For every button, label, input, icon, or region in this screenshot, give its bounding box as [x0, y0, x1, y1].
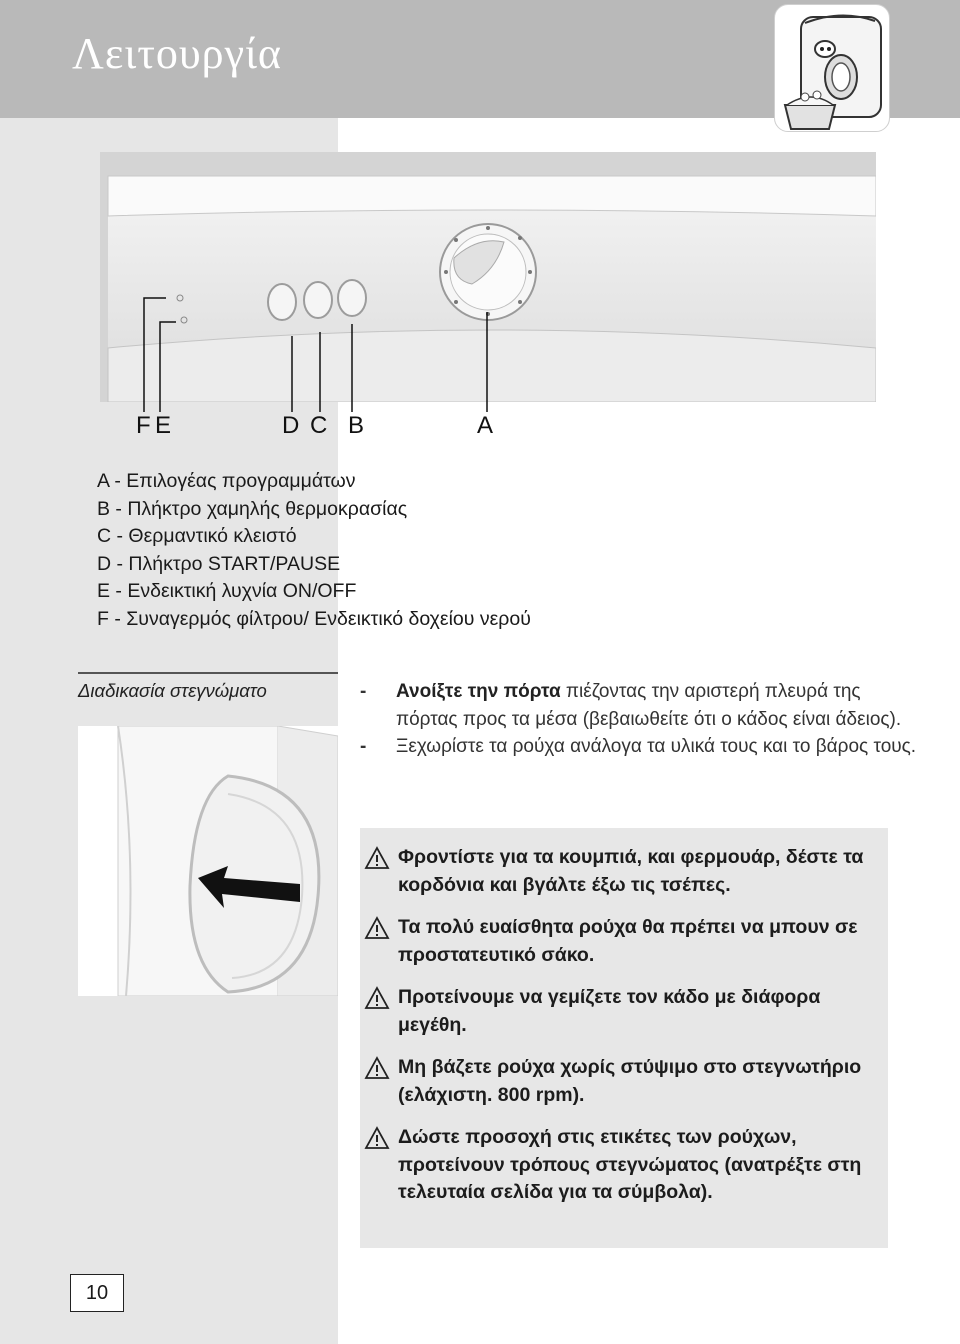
callout-letter-d: D	[282, 412, 300, 439]
warning-item	[360, 914, 888, 969]
warning-triangle-icon	[364, 986, 390, 1010]
step-bullet: -	[360, 736, 367, 757]
callout-letter-e: E	[155, 412, 172, 439]
callout-letter-a: A	[477, 412, 494, 439]
warning-item	[360, 844, 888, 899]
step-text: Ξεχωρίστε τα ρούχα ανάλογα τα υλικά τους και το βάρος τους.	[396, 736, 917, 757]
dryer-door-photo	[78, 726, 338, 996]
section-heading: Διαδικασία στεγνώματο	[78, 680, 267, 701]
legend-item: D - Πλήκτρο START/PAUSE	[97, 552, 341, 575]
step-text: πιέζοντας την αριστερή πλευρά της πόρτας προς τα μέσα (βεβαιωθείτε ότι ο κάδος είναι άδειος).	[396, 681, 902, 730]
procedure-step	[360, 733, 920, 761]
warnings-box	[360, 828, 888, 1248]
callout-letter-c: C	[310, 412, 328, 439]
callout-letter-b: B	[348, 412, 365, 439]
warning-text: Φροντίστε για τα κουμπιά, και φερμουάρ, δέστε τα κορδόνια και βγάλτε έξω τις τσέπες.	[398, 846, 864, 896]
step-bullet: -	[360, 681, 367, 702]
procedure-steps	[360, 678, 920, 761]
warning-triangle-icon	[364, 916, 390, 940]
warning-item	[360, 1124, 888, 1207]
procedure-step	[360, 678, 920, 733]
legend-item: E - Ενδεικτική λυχνία ON/OFF	[97, 580, 357, 602]
warning-triangle-icon	[364, 1056, 390, 1080]
warning-triangle-icon	[364, 1126, 390, 1150]
legend-item: F - Συναγερμός φίλτρου/ Ενδεικτικό δοχείου νερού	[97, 607, 531, 630]
dryer-mascot-icon	[775, 5, 889, 131]
warning-text: Δώστε προσοχή στις ετικέτες των ρούχων, προτείνουν τρόπους στεγνώματος (ανατρέξτε στη τελευταία σελίδα για τα σύμβολα).	[398, 1126, 862, 1203]
warning-triangle-icon	[364, 846, 390, 870]
warning-text: Προτείνουμε να γεμίζετε τον κάδο με διάφορα μεγέθη.	[398, 986, 821, 1036]
page-title: Λειτουργία	[72, 29, 282, 78]
step-bold-text: Ανοίξτε την πόρτα	[396, 681, 561, 702]
warning-item	[360, 984, 888, 1039]
legend-item: C - Θερμαντικό κλειστό	[97, 525, 297, 547]
warning-text: Μη βάζετε ρούχα χωρίς στύψιμο στο στεγνωτήριο (ελάχιστη. 800 rpm).	[398, 1056, 862, 1106]
dryer-mascot-illustration	[774, 4, 890, 132]
callout-letter-f: F	[136, 412, 151, 439]
section-divider	[78, 672, 338, 674]
legend-item: B - Πλήκτρο χαμηλής θερμοκρασίας	[97, 497, 408, 520]
warning-text: Τα πολύ ευαίσθητα ρούχα θα πρέπει να μπουν σε προστατευτικό σάκο.	[398, 916, 858, 966]
page-number: 10	[70, 1274, 124, 1312]
control-panel-photo	[100, 152, 876, 402]
control-legend	[97, 468, 797, 633]
legend-item: A - Επιλογέας προγραμμάτων	[97, 470, 356, 492]
warning-item	[360, 1054, 888, 1109]
